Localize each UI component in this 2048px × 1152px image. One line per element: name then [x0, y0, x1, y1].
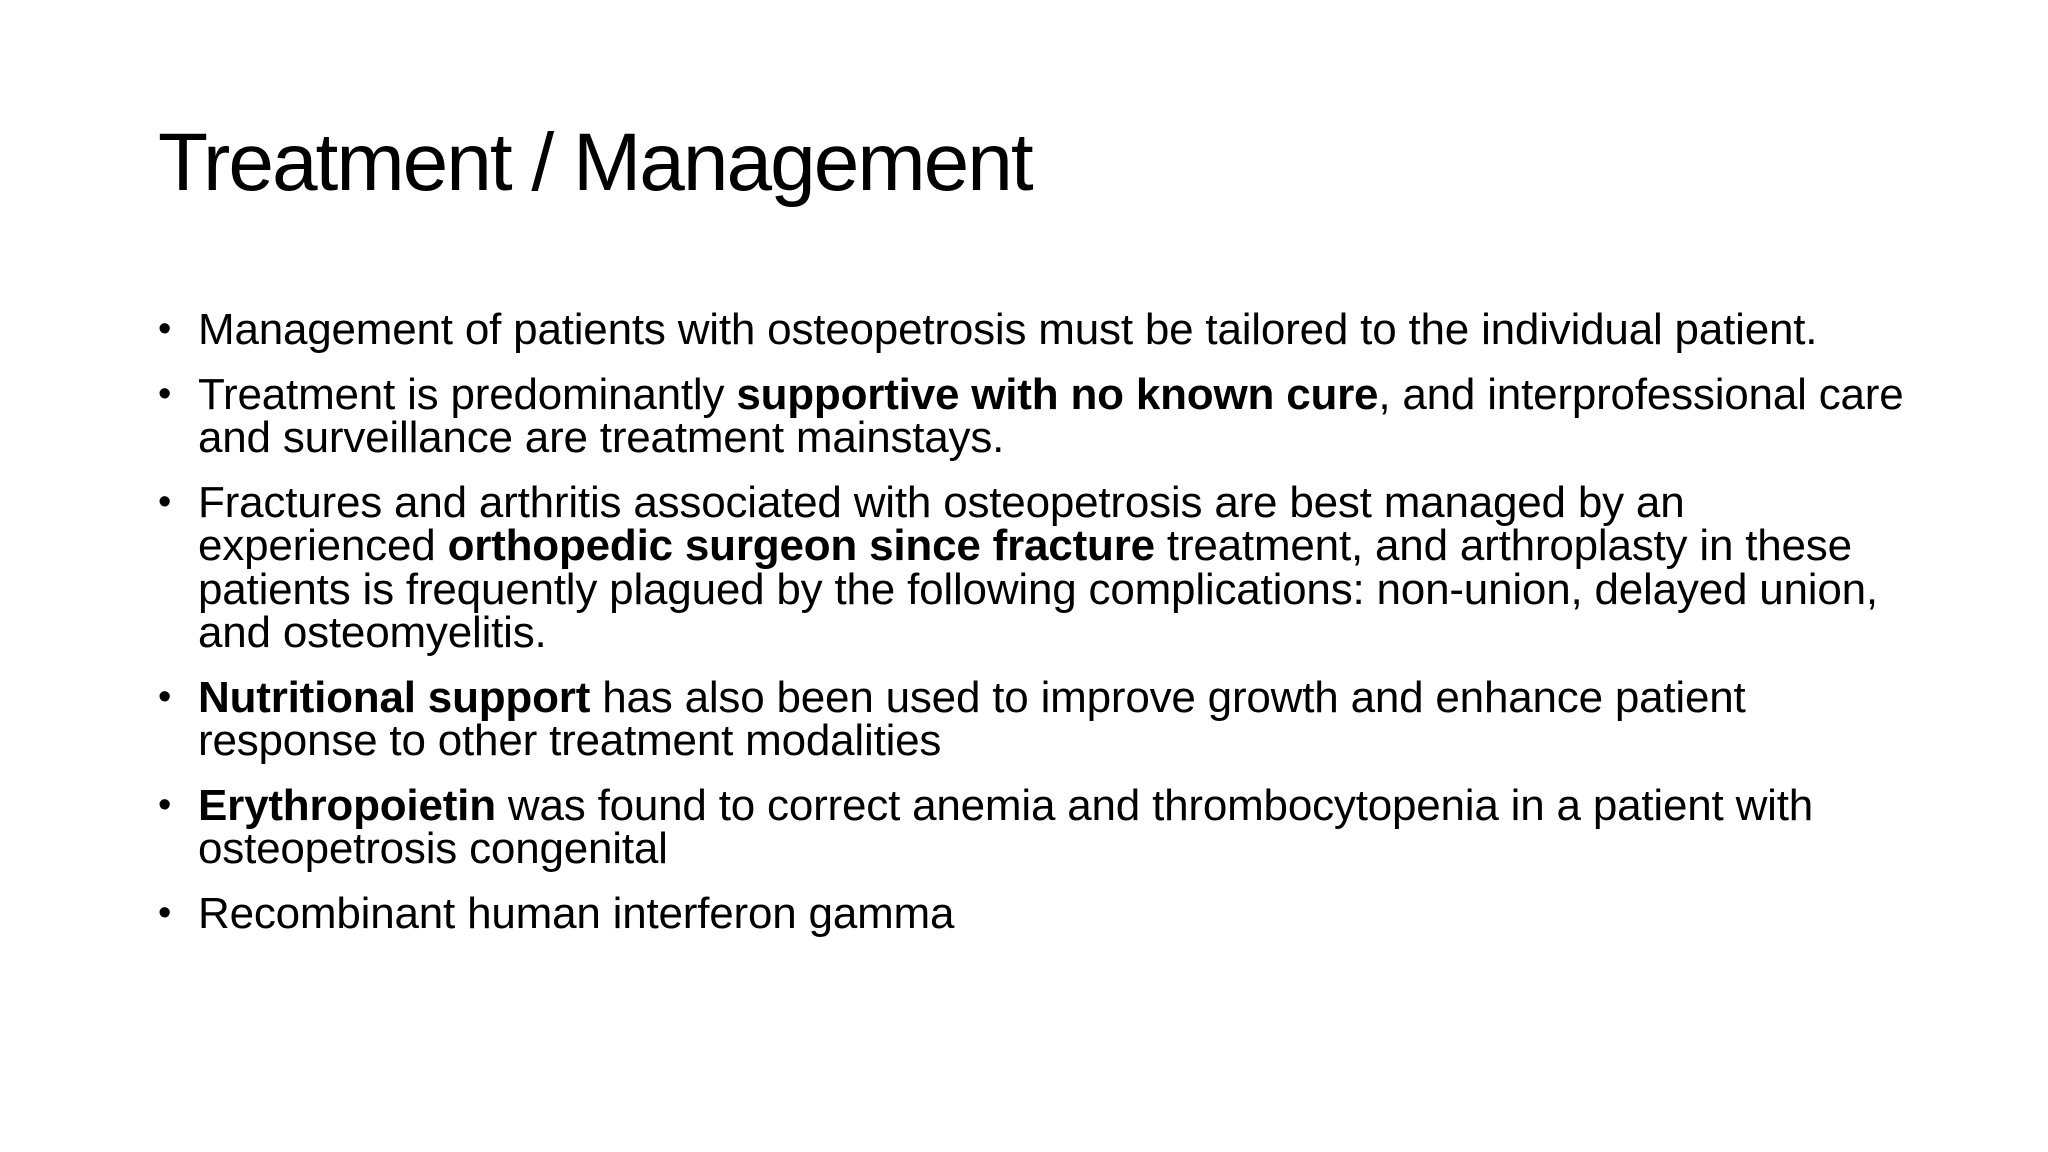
bullet-item	[158, 888, 1918, 938]
bullet-dot-icon: •	[158, 675, 172, 718]
bullet-text-run: was found to correct anemia and thrombocytopenia in a patient with osteopetrosis congenital	[198, 780, 1814, 873]
bullet-item	[158, 369, 1918, 462]
bullet-text	[198, 781, 1813, 874]
bullet-text	[198, 305, 1817, 354]
bullet-text-bold: orthopedic surgeon since fracture	[447, 521, 1155, 570]
bullet-text-bold: Erythropoietin	[198, 780, 496, 830]
bullet-text-run: treatment, and arthroplasty in these patients is frequently plagued by the following complications: non-union, delayed union, and osteomyelitis.	[198, 521, 1878, 657]
bullet-item	[158, 780, 1918, 873]
bullet-text-run: Management of patients with osteopetrosis must be tailored to the individual patient.	[198, 305, 1818, 354]
bullet-dot-icon: •	[158, 308, 172, 350]
bullet-dot-icon: •	[158, 480, 172, 523]
bullet-text-run: Treatment is predominantly	[198, 369, 737, 419]
bullet-dot-icon: •	[158, 891, 172, 934]
slide-title: Treatment / Management	[158, 117, 1032, 208]
bullet-text-run: , and interprofessional care and surveillance are treatment mainstays.	[198, 369, 1904, 462]
bullet-text-run: has also been used to improve growth and enhance patient response to other treatment modalities	[198, 672, 1746, 765]
bullet-text	[198, 889, 954, 938]
bullet-list	[158, 305, 1918, 956]
bullet-item	[158, 305, 1918, 354]
bullet-text	[198, 478, 1878, 658]
bullet-item	[158, 672, 1918, 765]
bullet-item	[158, 477, 1918, 657]
bullet-text-run: Fractures and arthritis associated with osteopetrosis are best managed by an experienced	[198, 477, 1685, 570]
bullet-dot-icon: •	[158, 372, 172, 415]
bullet-text-bold: Nutritional support	[198, 672, 591, 722]
bullet-text	[198, 370, 1904, 463]
bullet-text-bold: supportive with no known cure	[736, 369, 1379, 419]
bullet-text	[198, 673, 1746, 766]
bullet-dot-icon: •	[158, 783, 172, 826]
bullet-text-run: Recombinant human interferon gamma	[198, 888, 955, 938]
